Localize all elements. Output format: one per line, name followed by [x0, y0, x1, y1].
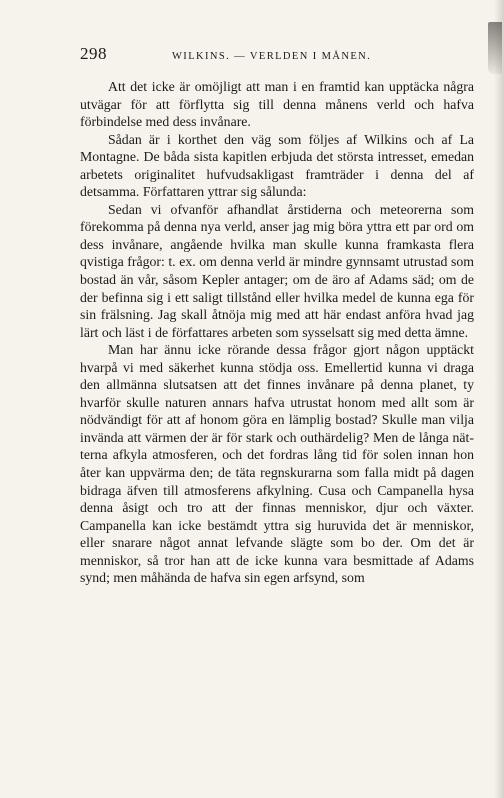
paragraph-4: Man har ännu icke rörande dessa frågor gjort någon upptäckt hvarpå vi med säkerhet kunna stödja oss. Emellertid kunna vi draga den allmänna slutsatsen att det finnes invånare på denna planet, ty hvarför skulle naturen annars hafva utrustat honom med allt som är nödvändigt för att af honom göra en lämplig bostad? Skulle man vilja invända att värmen der är för stark och outhärdelig? Men de långa nätterna afkyla atmosferen, och det fordras lång tid för solen innan hon åter kan uppvärma den; de täta regnskurarna som falla midt på dagen bidraga äfven till atmosferens afkylning. Cusa och Campanella hysa denna åsigt och tro att der finnas menniskor, djur och växter. Campanella kan icke bestämdt yttra sig huruvida det är menniskor, eller snarare något annat lefvande slägte som bo der. Om det är menniskor, så tror han att de icke kunna vara besmittade af Adams synd; men måhända de hafva sin egen arfsynd, som	[80, 342, 474, 586]
page-header	[80, 44, 474, 68]
body-text	[80, 78, 474, 587]
paragraph-1: Att det icke är omöjligt att man i en framtid kan upptäcka några utvägar för att förflytta sig till denna månens verld och hafva förbindelse med dess invånare.	[80, 79, 474, 130]
running-head: WILKINS. — VERLDEN I MÅNEN.	[172, 51, 372, 62]
page-corner-mark	[488, 22, 502, 74]
page-number: 298	[80, 44, 107, 63]
paragraph-2: Sådan är i korthet den väg som följes af Wilkins och af La Montagne. De båda sista kapitlen erbjuda det största intresset, emedan arbetets originalitet hufvudsakligast framträder i denna del af detsamma. Författaren yttrar sig sålunda:	[80, 131, 474, 200]
page-edge-shadow	[494, 0, 504, 798]
paragraph-3: Sedan vi ofvanför afhandlat årstiderna och meteorerna som förekomma på denna nya verld, anser jag mig böra yttra ett par ord om dess invånare, angående hvilka man skulle kunna framkasta flera qvistiga frågor: t. ex. om denna verld är mindre gynnsamt utrustad som bostad än vår, såsom Kepler antager; om de äro af Adams säd; om de der befinna sig i ett saligt tillstånd eller hvilka medel de kunna ega för sin frälsning. Jag skall åtnöja mig med att här endast anföra hvad jag lärt och läst i de författares arbeten som sysselsatt sig med detta ämne.	[80, 201, 474, 340]
